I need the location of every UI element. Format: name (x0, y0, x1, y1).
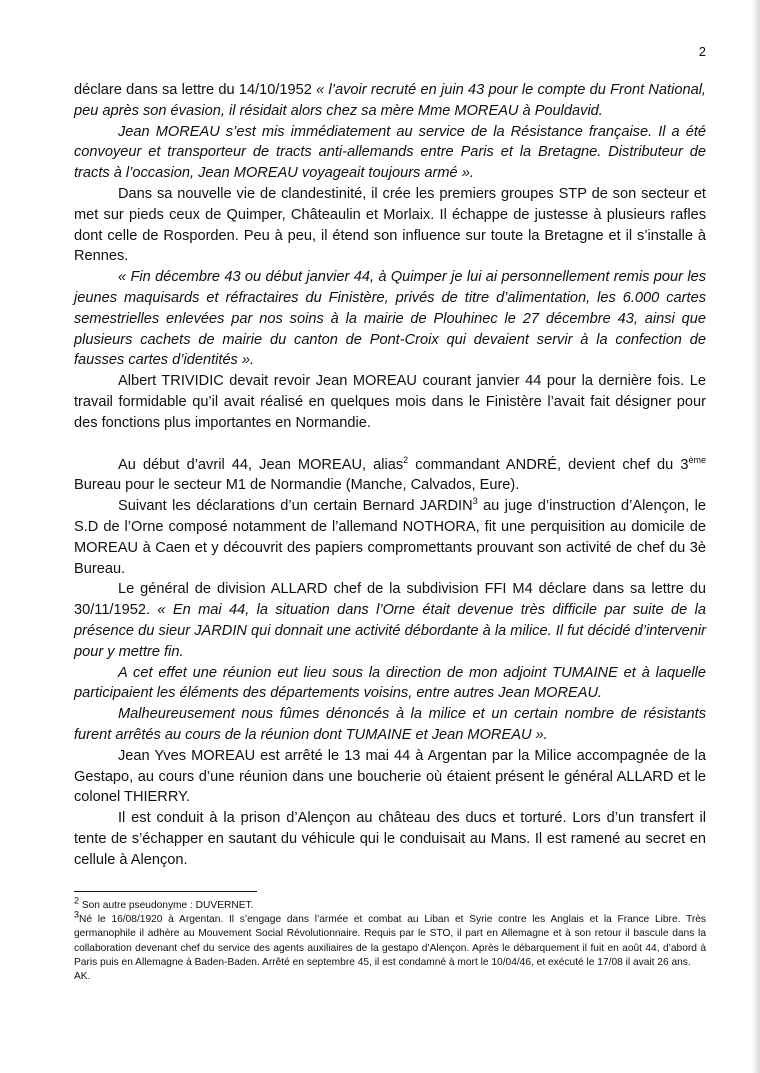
paragraph (74, 184, 706, 267)
italic-quote-run: « En mai 44, la situation dans l’Orne était devenue très difficile par suite de la présence du sieur JARDIN qui donnait une activité débordante à la milice. Il fut décidé d’intervenir pour y mettre fin. (74, 602, 706, 660)
paragraph (74, 808, 706, 870)
page-edge-shadow (752, 0, 760, 1073)
text-run: Il est conduit à la prison d’Alençon au château des ducs et torturé. Lors d’un transfert il tente de s’échapper en sautant du véhicule qui le conduisait au Mans. Il est ramené au secret en cellule à Alençon. (74, 810, 706, 868)
paragraph (74, 496, 706, 579)
text-run: au juge d’instruction d’Alençon, le S.D de l’Orne composé notamment de l’allemand NOTHORA, fit une perquisition au domicile de MOREAU à Caen et y découvrit des papiers compromettants prouvant son activité de chef du 3è Bureau. (74, 498, 706, 577)
paragraph (74, 746, 706, 808)
footnote-number: 3 (74, 909, 80, 920)
text-run: commandant ANDRÉ, devient chef du 3 (408, 456, 689, 473)
footnote-text: Né le 16/08/1920 à Argentan. Il s’engage dans l’armée et combat au Liban et Syrie contre les Anglais et la France Libre. Très germanophile il adhère au Mouvement Social Révolutionnaire. Requis par le STO, il part en Allemagne et à son retour il bascule dans la collaboration devenant chef du service des agents auxiliaires de la gestapo d’Alençon. Après le débarquement il fuit en août 44, d’abord à Paris puis en Allemagne à Baden-Baden. Arrêté en septembre 45, il est condamné à mort le 10/04/46, et exécuté le 17/08 il avait 26 ans. (74, 914, 706, 968)
paragraph (74, 371, 706, 433)
text-run: Au début d’avril 44, Jean MOREAU, alias (118, 456, 404, 473)
text-run: Le général de division ALLARD chef de la subdivision FFI M4 déclare dans sa lettre du 30/11/1952. (74, 581, 706, 619)
footnote-separator (74, 891, 257, 892)
footnote-reference: 3 (472, 496, 478, 507)
footnote (74, 895, 706, 913)
footnote-text: Son autre pseudonyme : DUVERNET. (79, 900, 254, 911)
footnotes (74, 895, 706, 984)
italic-quote-run: Malheureusement nous fûmes dénoncés à la milice et un certain nombre de résistants furent arrêtés au cours de la réunion dont TUMAINE et Jean MOREAU ». (74, 706, 706, 743)
italic-quote-run: « Fin décembre 43 ou début janvier 44, à Quimper je lui ai personnellement remis pour les jeunes maquisards et réfractaires du Finistère, privés de titre d’alimentation, les 6.000 cartes semestrielles enlevées par nos soins à la mairie de Plouhinec le 27 décembre 43, ainsi que plusieurs cachets de mairie du canton de Pont-Croix qui devaient servir à la confection de fausses cartes d’identités ». (74, 269, 706, 369)
italic-quote-run: « l’avoir recruté en juin 43 pour le compte du Front National, peu après son évasion, il résidait alors chez sa mère Mme MOREAU à Pouldavid. (74, 82, 706, 119)
body-text (74, 80, 706, 870)
italic-quote-run: Jean MOREAU s’est mis immédiatement au service de la Résistance française. Il a été convoyeur et transporteur de tracts anti-allemands entre Paris et la Bretagne. Distributeur de tracts à l’occasion, Jean MOREAU voyageait toujours armé ». (74, 123, 706, 182)
italic-quote-run: A cet effet une réunion eut lieu sous la direction de mon adjoint TUMAINE et à laquelle participaient les éléments des départements voisins, entre autres Jean MOREAU. (74, 664, 706, 702)
text-run: Bureau pour le secteur M1 de Normandie (Manche, Calvados, Eure). (74, 477, 520, 494)
paragraph (74, 455, 706, 497)
paragraph (74, 267, 706, 371)
footnote (74, 970, 706, 984)
footnote-number: 2 (74, 895, 80, 906)
text-run: déclare dans sa lettre du 14/10/1952 (74, 82, 317, 98)
text-run: Dans sa nouvelle vie de clandestinité, il crée les premiers groupes STP de son secteur et met sur pieds ceux de Quimper, Châteaulin et Morlaix. Il échappe de justesse à plusieurs rafles dont celle de Rosporden. Peu à peu, il étend son influence sur toute la Bretagne et il s’installe à Rennes. (74, 185, 706, 265)
text-run: Albert TRIVIDIC devait revoir Jean MOREAU courant janvier 44 pour la dernière fois. Le travail formidable qu’il avait réalisé en quelques mois dans le Finistère l’avait fait désigner pour des fonctions plus importantes en Normandie. (74, 373, 706, 431)
footnote-reference: 2 (403, 454, 409, 465)
paragraph (74, 80, 706, 122)
footnote-text: AK. (74, 971, 91, 983)
text-run: Jean Yves MOREAU est arrêté le 13 mai 44 à Argentan par la Milice accompagnée de la Gestapo, au cours d’une réunion dans une boucherie où étaient présent le général ALLARD et le colonel THIERRY. (74, 747, 706, 806)
paragraph (74, 704, 706, 746)
text-run: Suivant les déclarations d’un certain Bernard JARDIN (118, 498, 473, 515)
paragraph (74, 663, 706, 705)
page-number: 2 (698, 44, 706, 59)
paragraph (74, 122, 706, 184)
paragraph (74, 579, 706, 662)
footnote-reference: ème (688, 454, 706, 465)
footnote (74, 909, 706, 970)
